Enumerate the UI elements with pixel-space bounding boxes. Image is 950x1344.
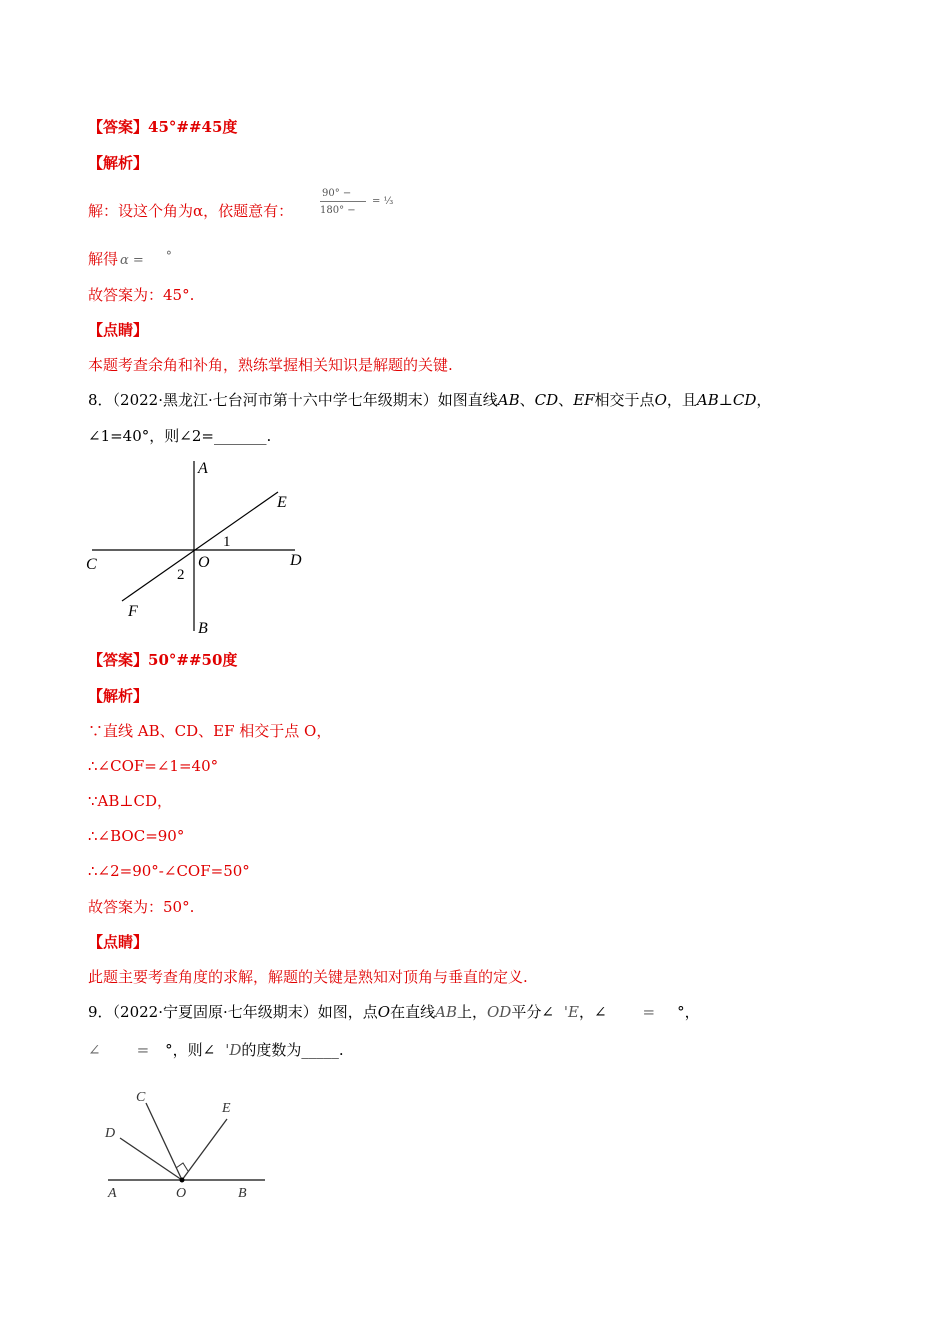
- q8-comment-label: 【点睛】: [88, 933, 149, 951]
- label-a: A: [198, 460, 208, 477]
- q8-source: （2022·黑龙江·七台河市第十六中学七年级期末）: [112, 391, 438, 409]
- point-o: [180, 1178, 185, 1183]
- q9-ab: AB: [435, 1003, 457, 1021]
- q9-line2-end: 的度数为_____.: [241, 1041, 344, 1059]
- label-angle-1: 1: [223, 534, 231, 550]
- q8-figure: [80, 455, 330, 640]
- q9-stem-e: ，∠: [578, 1003, 607, 1021]
- label-c: C: [86, 556, 97, 573]
- q8-stem-b: 相交于点: [594, 391, 655, 409]
- label-o: O: [176, 1186, 187, 1201]
- q7-conclusion: 故答案为：45°.: [88, 286, 195, 304]
- q7-comment-label: 【点睛】: [88, 321, 149, 339]
- q9-number: 9．: [88, 1003, 113, 1021]
- ray-oe: [182, 1119, 227, 1180]
- q9-source: （2022·宁夏固原·七年级期末）: [112, 1003, 318, 1021]
- label-b: B: [238, 1186, 247, 1201]
- q7-setup-text: 解：设这个角为α，依题意有：: [88, 202, 294, 220]
- q8-ef: EF: [573, 391, 595, 409]
- label-f: F: [128, 603, 138, 620]
- q8-step: ∴∠BOC=90°: [88, 827, 185, 845]
- q7-solve-prefix: 解得: [88, 250, 119, 268]
- q8-step: 故答案为：50°.: [88, 898, 195, 916]
- q8-o: O: [654, 391, 667, 409]
- q8-analysis-label: 【解析】: [88, 687, 149, 705]
- q7-comment-text: 本题考查余角和补角，熟练掌握相关知识是解题的关键.: [88, 356, 453, 374]
- q8-stem-end: ，: [756, 391, 772, 409]
- q8-step: ∵直线 AB、CD、EF 相交于点 O，: [88, 722, 332, 740]
- label-angle-2: 2: [177, 567, 185, 583]
- label-c: C: [136, 1090, 146, 1105]
- q9-stem-b: 在直线: [390, 1003, 436, 1021]
- q8-sep2: 、: [558, 391, 574, 409]
- q8-cd: CD: [534, 391, 559, 409]
- q8-ab: AB: [497, 391, 520, 409]
- label-b: B: [198, 620, 208, 637]
- q8-step: ∴∠2=90°-∠COF=50°: [88, 862, 250, 880]
- q9-e-frag: 'E: [563, 1003, 579, 1021]
- q7-frac-numerator: 90° −: [322, 188, 352, 199]
- q7-frac-bar: [320, 201, 366, 202]
- q7-setup: [88, 201, 293, 221]
- q8-step: ∴∠COF=∠1=40°: [88, 757, 219, 775]
- line-ef: [122, 492, 278, 601]
- q7-solve-expr: α =: [120, 253, 144, 268]
- q9-deg2: °，则∠: [165, 1041, 216, 1059]
- q8-step: ∵AB⊥CD，: [88, 792, 173, 810]
- q9-deg1: °，: [677, 1003, 700, 1021]
- q9-eq2: =: [136, 1041, 150, 1059]
- q9-angle: ∠: [88, 1041, 101, 1059]
- answer-text: 50°##50度: [148, 651, 238, 669]
- q8-number: 8．: [88, 391, 113, 409]
- label-o: O: [198, 554, 210, 571]
- label-e: E: [222, 1101, 231, 1116]
- label-d: D: [290, 552, 302, 569]
- q9-stem-a: 如图，点: [317, 1003, 378, 1021]
- label-d: D: [105, 1126, 116, 1141]
- q9-stem-line2: [88, 1040, 344, 1060]
- q7-analysis-label: 【解析】: [88, 154, 149, 172]
- q8-stem-line2: ∠1=40°，则∠2=_______.: [88, 427, 272, 445]
- q9-stem-c: 上，: [456, 1003, 487, 1021]
- label-a: A: [108, 1186, 117, 1201]
- q8-sep1: 、: [519, 391, 535, 409]
- q7-frac-tail: = ¹⁄₃: [372, 196, 394, 207]
- q8-stem-a: 如图直线: [437, 391, 498, 409]
- q7-answer: [88, 117, 237, 137]
- label-e: E: [277, 494, 287, 511]
- answer-text: 45°##45度: [148, 118, 238, 136]
- q9-d-frag: 'D: [225, 1041, 242, 1059]
- q7-solve: [88, 249, 172, 271]
- q9-stem-d: 平分∠: [511, 1003, 554, 1021]
- q9-figure: [100, 1085, 270, 1210]
- answer-label: 【答案】: [88, 118, 149, 136]
- q9-eq1: =: [642, 1003, 656, 1021]
- q8-comment-text: 此题主要考查角度的求解，解题的关键是熟知对顶角与垂直的定义.: [88, 968, 528, 986]
- q7-solve-unit: °: [165, 249, 172, 263]
- q9-od: OD: [486, 1003, 512, 1021]
- q8-stem-c: ，且: [666, 391, 697, 409]
- q9-o: O: [377, 1003, 391, 1021]
- q8-perp: AB⊥CD: [696, 391, 757, 409]
- q9-stem: [88, 1002, 700, 1022]
- q7-frac-denominator: 180° −: [320, 205, 356, 216]
- answer-label: 【答案】: [88, 651, 149, 669]
- q8-stem: [88, 390, 771, 410]
- q8-answer: [88, 650, 237, 670]
